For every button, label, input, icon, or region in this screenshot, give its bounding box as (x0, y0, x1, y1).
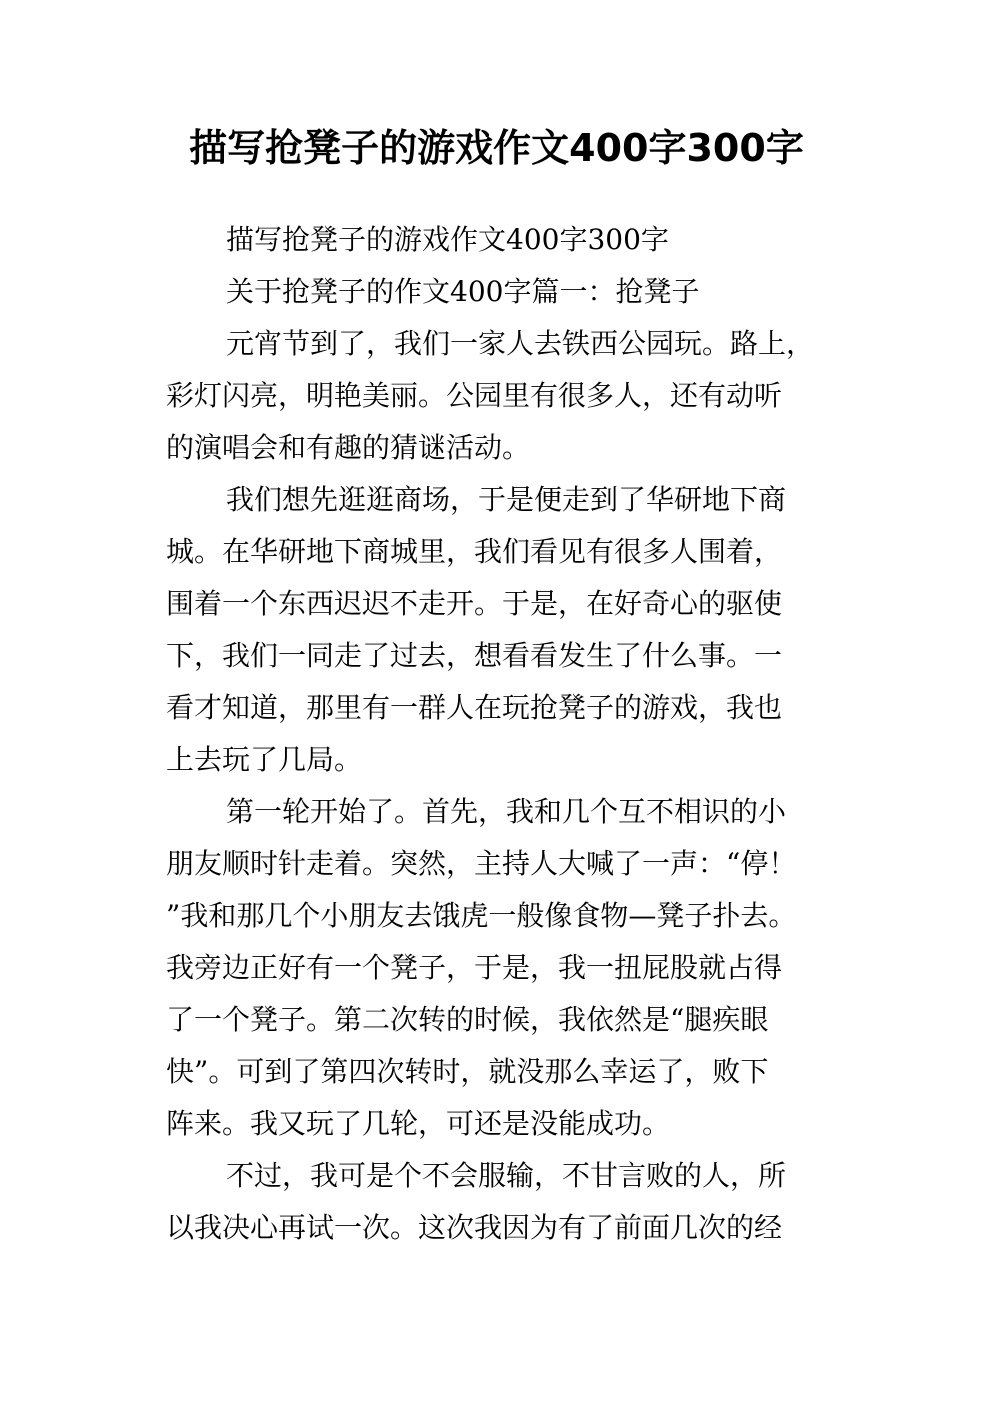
paragraph-line: 上去玩了几局。 (166, 743, 363, 776)
document-title: 描写抢凳子的游戏作文400字300字 (189, 126, 804, 170)
paragraph (166, 474, 842, 786)
paragraph-line: 围着一个东西迟迟不走开。于是，在好奇心的驱使 (166, 587, 783, 620)
paragraph (166, 214, 842, 266)
paragraph-line: 看才知道，那里有一群人在玩抢凳子的游戏，我也 (166, 691, 783, 724)
paragraph-line: 第一轮开始了。首先，我和几个互不相识的小 (226, 795, 787, 828)
paragraph-line: 我旁边正好有一个凳子，于是，我一扭屁股就占得 (166, 951, 783, 984)
paragraph (166, 266, 842, 318)
document-body (166, 214, 842, 1254)
paragraph-line: ”我和那几个小朋友去饿虎一般像食物—凳子扑去。 (166, 899, 797, 932)
paragraph-line: 以我决心再试一次。这次我因为有了前面几次的经 (166, 1211, 783, 1244)
paragraph-line: 我们想先逛逛商场，于是便走到了华研地下商 (226, 483, 787, 516)
paragraph (166, 318, 842, 474)
paragraph-line: 元宵节到了，我们一家人去铁西公园玩。路上， (226, 327, 815, 360)
paragraph-line: 了一个凳子。第二次转的时候，我依然是“腿疾眼 (166, 1003, 769, 1036)
paragraph-line: 城。在华研地下商城里，我们看见有很多人围着， (166, 535, 783, 568)
paragraph-line: 关于抢凳子的作文400字篇一：抢凳子 (226, 275, 700, 308)
paragraph-line: 彩灯闪亮，明艳美丽。公园里有很多人，还有动听 (166, 379, 783, 412)
paragraph-line: 下，我们一同走了过去，想看看发生了什么事。一 (166, 639, 783, 672)
paragraph (166, 1150, 842, 1254)
paragraph-line: 不过，我可是个不会服输，不甘言败的人，所 (226, 1159, 787, 1192)
paragraph (166, 786, 842, 1150)
paragraph-line: 阵来。我又玩了几轮，可还是没能成功。 (166, 1107, 671, 1140)
paragraph-line: 朋友顺时针走着。突然，主持人大喊了一声：“停！ (166, 847, 797, 880)
paragraph-line: 快”。可到了第四次转时，就没那么幸运了，败下 (166, 1055, 769, 1088)
paragraph-line: 描写抢凳子的游戏作文400字300字 (226, 223, 669, 256)
paragraph-line: 的演唱会和有趣的猜谜活动。 (166, 431, 531, 464)
